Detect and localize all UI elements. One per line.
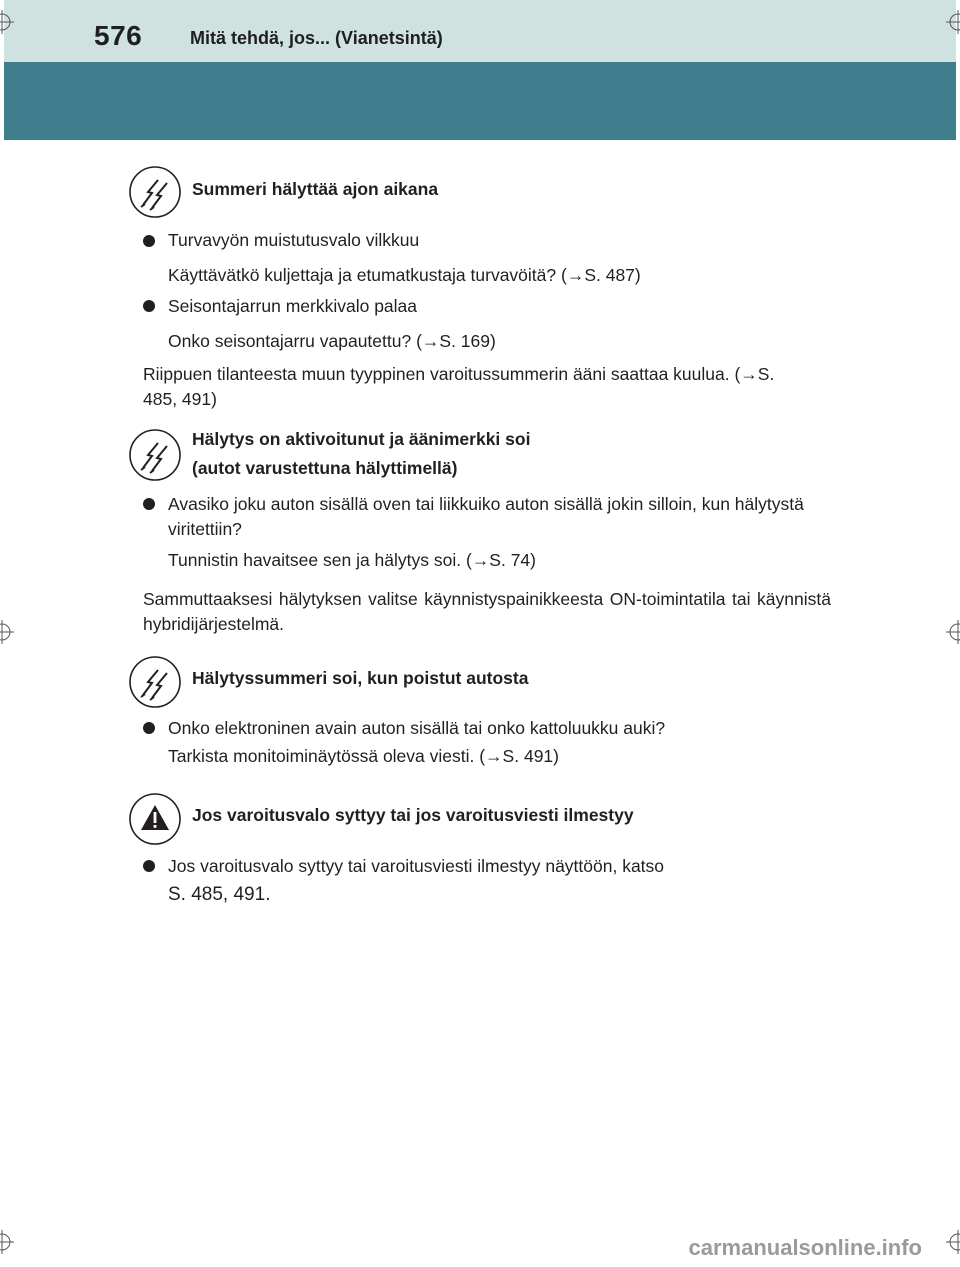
detail-text: Onko seisontajarru vapautettu? (→S. 169) xyxy=(168,331,496,351)
header-band xyxy=(4,0,956,62)
section-heading: Jos varoitusvalo syttyy tai jos varoitusviesti ilmestyy xyxy=(192,805,634,825)
bullet-text: Onko elektroninen avain auton sisällä tai onko kattoluukku auki? xyxy=(168,718,666,738)
bullet-icon xyxy=(143,498,155,510)
bullet-icon xyxy=(143,300,155,312)
bullet-text: Seisontajarrun merkkivalo palaa xyxy=(168,296,418,316)
warning-spark-icon xyxy=(128,165,182,219)
page-title: Mitä tehdä, jos... (Vianetsintä) xyxy=(190,28,443,48)
detail-text: Käyttävätkö kuljettaja ja etumatkustaja turvavöitä? (→S. 487) xyxy=(168,265,641,285)
section-heading: Hälytyssummeri soi, kun poistut autosta xyxy=(192,668,529,688)
page-number: 576 xyxy=(94,20,143,51)
bullet-icon xyxy=(143,722,155,734)
exclamation-triangle-icon xyxy=(128,792,182,846)
registration-mark-icon xyxy=(946,620,960,644)
registration-mark-icon xyxy=(0,1230,14,1254)
registration-mark-icon xyxy=(0,620,14,644)
note-text: Riippuen tilanteesta muun tyyppinen varoitussummerin ääni saattaa kuulua. (→S. 485, 491) xyxy=(143,364,775,409)
detail-text: Tarkista monitoiminäytössä oleva viesti. (→S. 491) xyxy=(168,746,559,766)
header-bar xyxy=(4,62,956,140)
section-heading: Hälytys on aktivoitunut ja äänimerkki soi xyxy=(192,429,531,449)
bullet-text: S. 485, 491. xyxy=(168,884,271,905)
bullet-text: Jos varoitusvalo syttyy tai varoitusviesti ilmestyy näyttöön, katso xyxy=(168,856,665,876)
note-text: Sammuttaaksesi hälytyksen valitse käynnistyspainikkeesta ON-toimintatila tai käynnistä hybridijärjestelmä. xyxy=(143,589,831,634)
bullet-text: Turvavyön muistutusvalo vilkkuu xyxy=(168,230,420,250)
footer-watermark: carmanualsonline.info xyxy=(688,1235,922,1260)
warning-spark-icon xyxy=(128,428,182,482)
section-heading: (autot varustettuna hälyttimellä) xyxy=(192,458,458,478)
section-heading: Summeri hälyttää ajon aikana xyxy=(192,179,439,199)
registration-mark-icon xyxy=(946,1230,960,1254)
detail-text: Tunnistin havaitsee sen ja hälytys soi. (→S. 74) xyxy=(168,550,536,570)
bullet-icon xyxy=(143,860,155,872)
bullet-text: Avasiko joku auton sisällä oven tai liikkuiko auton sisällä jokin silloin, kun hälytystä viritettiin? xyxy=(168,494,804,539)
registration-mark-icon xyxy=(0,10,14,34)
registration-mark-icon xyxy=(946,10,960,34)
warning-spark-icon xyxy=(128,655,182,709)
bullet-icon xyxy=(143,235,155,247)
